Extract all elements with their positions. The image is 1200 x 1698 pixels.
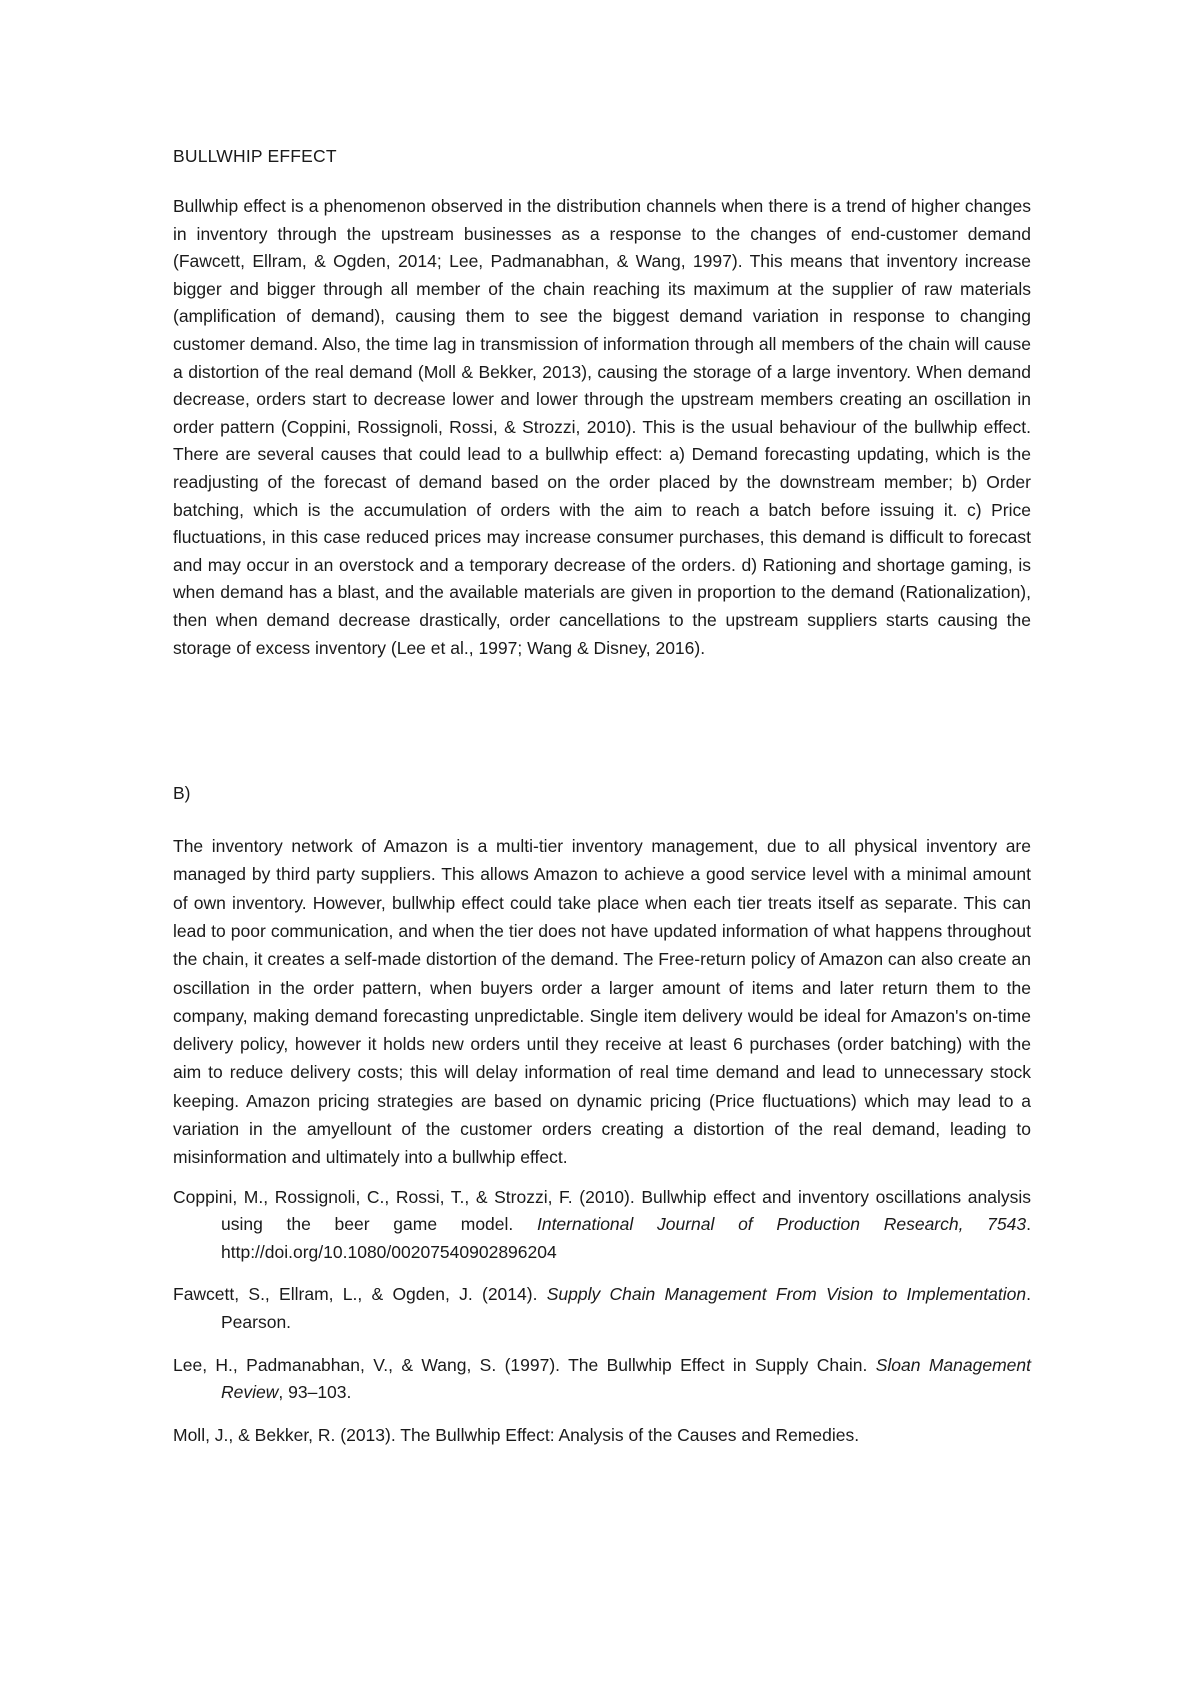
- reference-pages: , 93–103.: [278, 1382, 352, 1403]
- reference-item: [173, 1184, 1031, 1267]
- reference-publisher: . Pearson.: [221, 1284, 1031, 1333]
- reference-item: [173, 1352, 1031, 1407]
- reference-list: [173, 1184, 1031, 1450]
- paragraph-bullwhip-definition: Bullwhip effect is a phenomenon observed in the distribution channels when there is a trend of higher changes in inventory through the upstream businesses as a response to the changes of end-customer demand (Fawcett, Ellram, & Ogden, 2014; Lee, Padmanabhan, & Wang, 1997). This means that inventory increase bigger and bigger through all member of the chain reaching its maximum at the supplier of raw materials (amplification of demand), causing them to see the biggest demand variation in response to changing customer demand. Also, the time lag in transmission of information through all members of the chain will cause a distortion of the real demand (Moll & Bekker, 2013), causing the storage of a large inventory. When demand decrease, orders start to decrease lower and lower through the upstream members creating an oscillation in order pattern (Coppini, Rossignoli, Rossi, & Strozzi, 2010). This is the usual behaviour of the bullwhip effect. There are several causes that could lead to a bullwhip effect: a) Demand forecasting updating, which is the readjusting of the forecast of demand based on the order placed by the downstream member; b) Order batching, which is the accumulation of orders with the aim to reach a batch before issuing it. c) Price fluctuations, in this case reduced prices may increase consumer purchases, this demand is difficult to forecast and may occur in an overstock and a temporary decrease of the orders. d) Rationing and shortage gaming, is when demand has a blast, and the available materials are given in proportion to the demand (Rationalization), then when demand decrease drastically, order cancellations to the upstream suppliers starts causing the storage of excess inventory (Lee et al., 1997; Wang & Disney, 2016).: [173, 196, 1031, 658]
- reference-text: Lee, H., Padmanabhan, V., & Wang, S. (1997). The Bullwhip Effect in Supply Chain.: [173, 1354, 876, 1375]
- reference-text: Coppini, M., Rossignoli, C., Rossi, T., & Strozzi, F. (2010). Bullwhip effect and inventory oscillations analysis using the beer game model.: [173, 1186, 1031, 1235]
- reference-source: Sloan Management Review: [221, 1354, 1031, 1403]
- document-body: [173, 143, 1031, 1464]
- reference-source: International Journal of Production Research, 7543: [536, 1214, 1027, 1235]
- reference-item: [173, 1281, 1031, 1336]
- reference-item: [173, 1422, 1031, 1450]
- reference-link: . http://doi.org/10.1080/00207540902896204: [221, 1214, 1031, 1262]
- reference-text: Fawcett, S., Ellram, L., & Ogden, J. (2014).: [173, 1284, 547, 1305]
- reference-text: Moll, J., & Bekker, R. (2013). The Bullwhip Effect: Analysis of the Causes and Remedies.: [173, 1424, 860, 1445]
- document-title: BULLWHIP EFFECT: [173, 146, 337, 166]
- reference-source: Supply Chain Management From Vision to Implementation: [546, 1284, 1027, 1305]
- paragraph-amazon-inventory: The inventory network of Amazon is a multi-tier inventory management, due to all physical inventory are managed by third party suppliers. This allows Amazon to achieve a good service level with a minimal amount of own inventory. However, bullwhip effect could take place when each tier treats itself as separate. This can lead to poor communication, and when the tier does not have updated information of what happens throughout the chain, it creates a self-made distortion of the demand. The Free-return policy of Amazon can also create an oscillation in the order pattern, when buyers order a larger amount of items and later return them to the company, making demand forecasting unpredictable. Single item delivery would be ideal for Amazon's on-time delivery policy, however it holds new orders until they receive at least 6 purchases (order batching) with the aim to reduce delivery costs; this will delay information of real time demand and lead to unnecessary stock keeping. Amazon pricing strategies are based on dynamic pricing (Price fluctuations) which may lead to a variation in the amyellount of the customer orders creating a distortion of the real demand, leading to misinformation and ultimately into a bullwhip effect.: [173, 836, 1031, 1168]
- section-b-label: B): [173, 783, 191, 804]
